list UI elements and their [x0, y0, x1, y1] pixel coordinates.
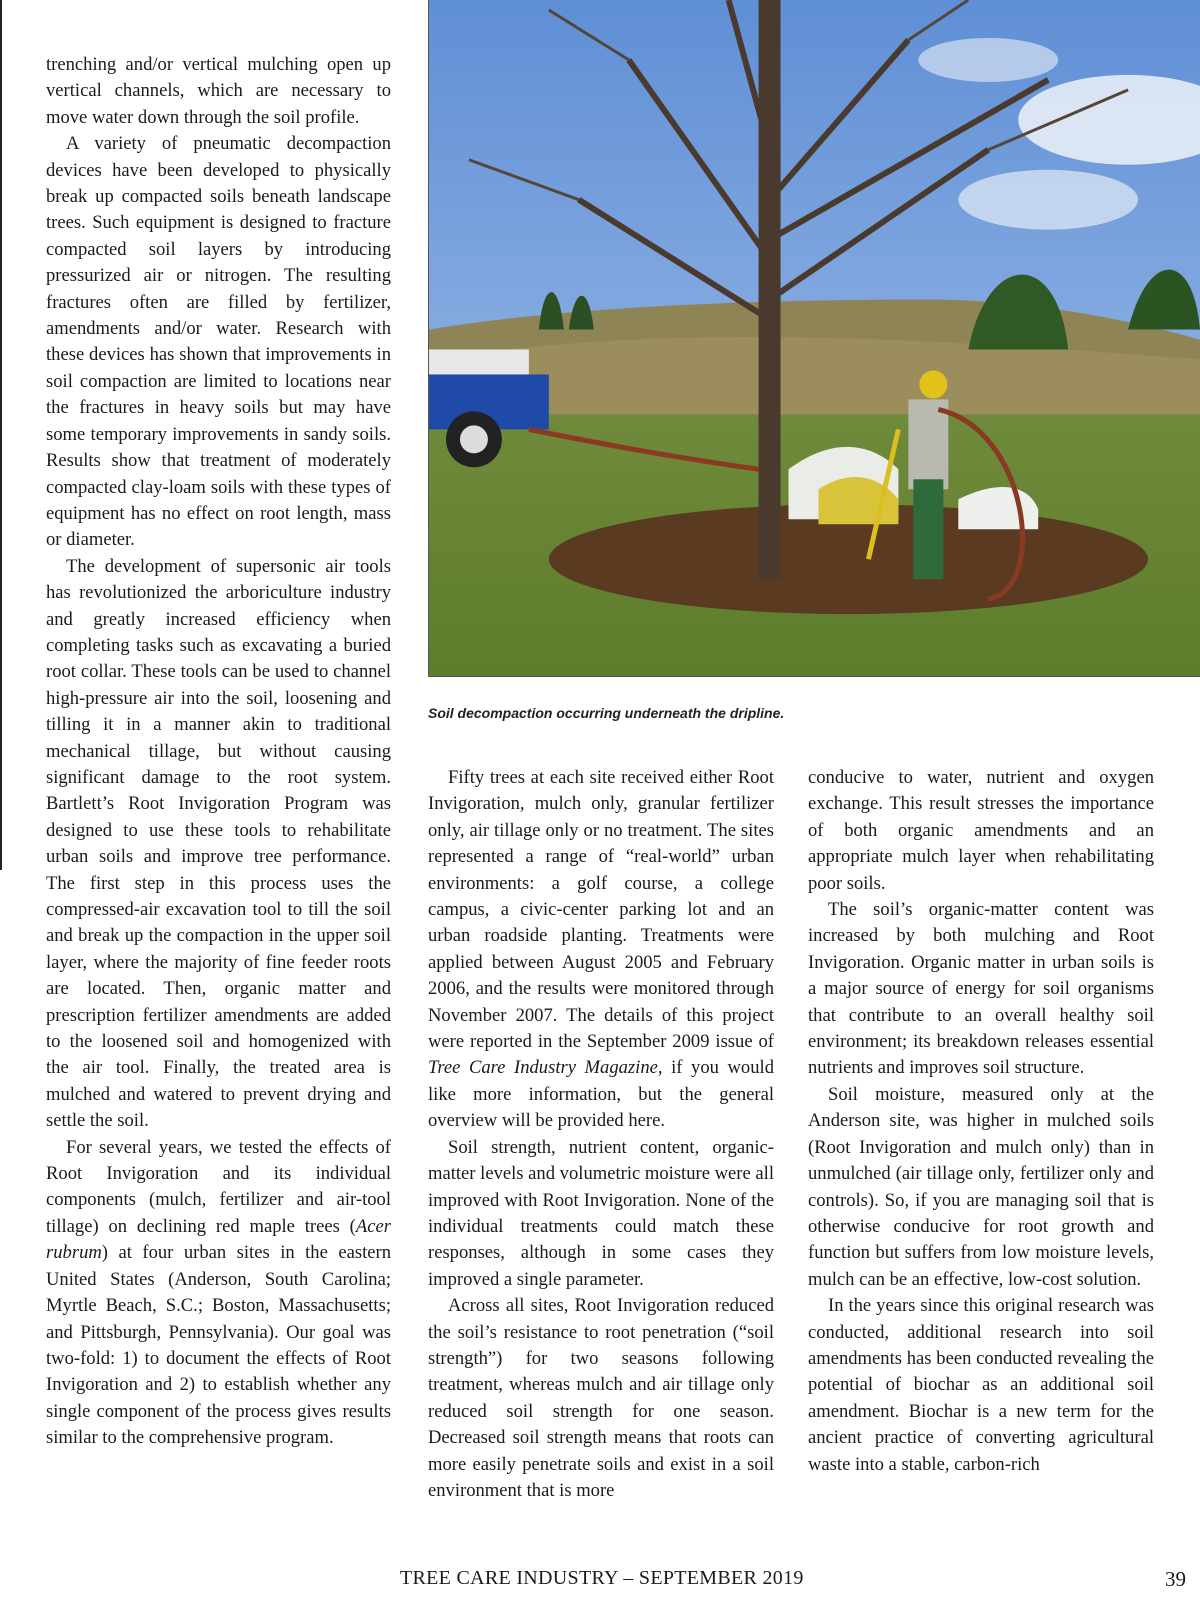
article-column-2	[428, 765, 774, 1504]
page-number: 39	[1165, 1567, 1186, 1591]
text-run: , if you would like more information, but the general overview will be provided here.	[428, 1057, 774, 1132]
figure-photo	[428, 0, 1200, 677]
paragraph: In the years since this original research was conducted, additional research into soil amendments has been conducted revealing the potential of biochar as an additional soil amendment. Biochar is a new term for the ancient practice of converting agricultural waste into a stable, carbon-rich	[808, 1295, 1154, 1475]
paragraph: conducive to water, nutrient and oxygen exchange. This result stresses the importance of both organic amendments and an appropriate mulch layer when rehabilitating poor soils.	[808, 767, 1154, 894]
paragraph: Soil strength, nutrient content, organic-matter levels and volumetric moisture were all improved with Root Invigoration. None of the individual treatments could match these responses, although in some cases they improved a single parameter.	[428, 1136, 774, 1290]
text-run: For several years, we tested the effects of Root Invigoration and its individual components (mulch, fertilizer and air-tool tillage) on declining red maple trees (	[46, 1136, 391, 1237]
text-run: Fifty trees at each site received either Root Invigoration, mulch only, granular fertilizer only, air tillage only or no treatment. The sites represented a range of “real-world” urban environments: a golf course, a college campus, a civic-center parking lot and an urban roadside planting. Treatments were applied between August 2005 and February 2006, and the results were monitored through November 2007. The details of this project were reported in the September 2009 issue of	[428, 767, 774, 1053]
paragraph: Across all sites, Root Invigoration reduced the soil’s resistance to root penetration (“soil strength”) for two seasons following treatment, whereas mulch and air tillage only reduced soil strength for one season. Decreased soil strength means that roots can more easily penetrate soils and exist in a soil environment that is more	[428, 1295, 774, 1501]
paragraph: The development of supersonic air tools has revolutionized the arboriculture industry and greatly increased efficiency when completing tasks such as excavating a buried root collar. These tools can be used to channel high-pressure air into the soil, loosening and tilling it in a manner akin to traditional mechanical tillage, but without causing significant damage to the root system. Bartlett’s Root Invigoration Program was designed to use these tools to rehabilitate urban soils and improve tree performance. The first step in this process uses the compressed-air excavation tool to till the soil and break up the compaction in the upper soil layer, where the majority of fine feeder roots are located. Then, organic matter and prescription fertilizer amendments are added to the loosened soil and homogenized with the air tool. Finally, the treated area is mulched and watered to prevent drying and settle the soil.	[46, 555, 391, 1132]
paragraph: The soil’s organic-matter content was increased by both mulching and Root Invigoration. Organic matter in urban soils is a major source of energy for soil organisms that contribute to an overall healthy soil environment; its breakdown releases essential nutrients and improves soil structure.	[808, 899, 1154, 1079]
paragraph: trenching and/or vertical mulching open up vertical channels, which are necessary to move water down through the soil profile.	[46, 54, 391, 128]
paragraph	[428, 765, 774, 1135]
figure-caption: Soil decompaction occurring underneath the dripline.	[428, 705, 785, 721]
soil-decompaction-photo	[429, 0, 1200, 676]
magazine-title: Tree Care Industry Magazine	[428, 1057, 658, 1079]
text-run: ) at four urban sites in the eastern United States (Anderson, South Carolina; Myrtle Beach, S.C.; Boston, Massachusetts; and Pittsburgh, Pennsylvania). Our goal was two-fold: 1) to document the effects of Root Invigoration and 2) to establish whether any single component of the process gives results similar to the comprehensive program.	[46, 1242, 391, 1449]
article-column-3	[808, 765, 1154, 1478]
magazine-issue: TREE CARE INDUSTRY – SEPTEMBER 2019	[400, 1567, 804, 1589]
species-name: Acer rubrum	[46, 1215, 391, 1264]
article-column-1	[46, 52, 391, 1452]
paragraph: Soil moisture, measured only at the Anderson site, was higher in mulched soils (Root Invigoration and mulch only) than in unmulched (air tillage only, fertilizer only and controls). So, if you are managing soil that is otherwise conducive for root growth and function but suffers from low moisture levels, mulch can be an effective, low-cost solution.	[808, 1083, 1154, 1290]
paragraph	[46, 1135, 391, 1452]
paragraph: A variety of pneumatic decompaction devices have been developed to physically break up compacted soils beneath landscape trees. Such equipment is designed to fracture compacted soil layers by introducing pressurized air or nitrogen. The resulting fractures often are filled by fertilizer, amendments and/or water. Research with these devices has shown that improvements in soil compaction are limited to locations near the fractures in heavy soils but may have some temporary improvements in sandy soils. Results show that treatment of moderately compacted clay-loam soils with these types of equipment has no effect on root length, mass or diameter.	[46, 133, 391, 551]
left-margin-rule	[0, 0, 2, 870]
